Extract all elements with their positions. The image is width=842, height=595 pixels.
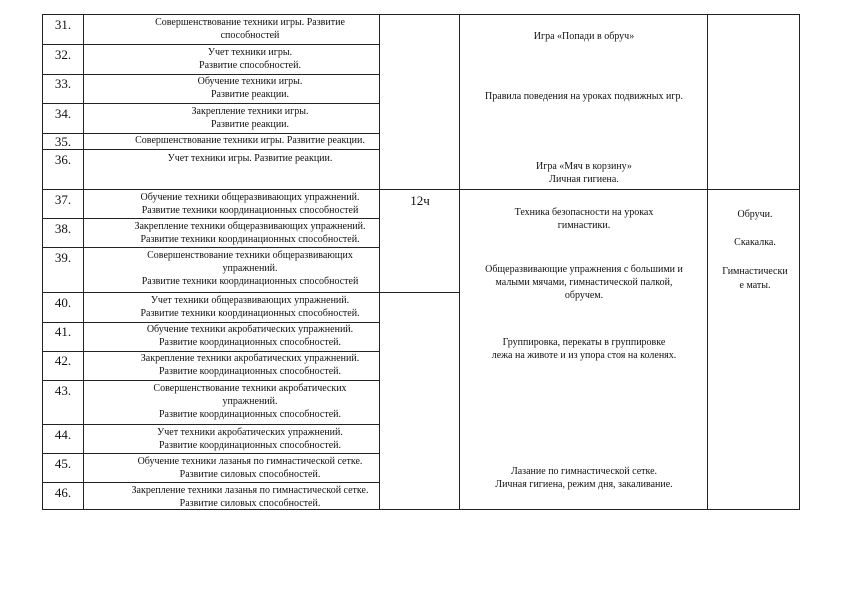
row-divider: [43, 218, 379, 219]
column-divider: [459, 15, 460, 509]
row-number: 32.: [54, 47, 72, 62]
row-number: 38.: [54, 221, 72, 236]
row-number: 44.: [54, 427, 72, 442]
row-number: 37.: [54, 192, 72, 207]
column-divider: [707, 15, 708, 509]
activity-note: Общеразвивающие упражнения с большими и малыми мячами, гимнастической палкой, обручем.: [485, 264, 683, 301]
row-divider: [43, 149, 379, 150]
lesson-topic: Закрепление техники акробатических упражнений. Развитие координационных способностей.: [140, 353, 360, 377]
activity-note: Лазание по гимнастической сетке. Личная гигиена, режим дня, закаливание.: [495, 466, 673, 490]
activity-note: Правила поведения на уроках подвижных игр.: [485, 91, 683, 102]
lesson-topic: Совершенствование техники общеразвивающих упражнений. Развитие техники координационных способностей: [141, 250, 359, 287]
hours-count: 12ч: [410, 193, 430, 208]
lesson-topic: Обучение техники акробатических упражнений. Развитие координационных способностей.: [146, 324, 354, 348]
lesson-topic: Закрепление техники лазанья по гимнастической сетке. Развитие силовых способностей.: [131, 485, 369, 509]
column-divider: [83, 15, 84, 509]
activity-note: Игра «Попади в обруч»: [533, 31, 635, 42]
section-divider: [43, 189, 799, 190]
lesson-topic: Закрепление техники общеразвивающих упражнений. Развитие техники координационных способностей.: [134, 221, 366, 245]
row-number: 34.: [54, 106, 72, 121]
lesson-topic: Закрепление техники игры. Развитие реакции.: [191, 106, 309, 130]
lesson-topic: Обучение техники общеразвивающих упражнений. Развитие техники координационных способностей: [140, 192, 360, 216]
row-divider: [43, 424, 379, 425]
lesson-topic: Учет техники общеразвивающих упражнений. Развитие техники координационных способностей.: [140, 295, 360, 319]
row-number: 43.: [54, 383, 72, 398]
lesson-topic: Учет техники игры. Развитие способностей.: [199, 47, 301, 71]
lesson-topic: Учет техники игры. Развитие реакции.: [167, 153, 333, 164]
activity-note: Группировка, перекаты в группировке лежа на животе и из упора стоя на коленях.: [491, 337, 677, 361]
row-number: 39.: [54, 250, 72, 265]
lesson-topic: Обучение техники лазанья по гимнастической сетке. Развитие силовых способностей.: [137, 456, 363, 480]
row-number: 46.: [54, 485, 72, 500]
row-divider: [43, 103, 379, 104]
lesson-topic: Учет техники акробатических упражнений. Развитие координационных способностей.: [157, 427, 343, 451]
row-divider: [43, 453, 379, 454]
activity-note: Игра «Мяч в корзину» Личная гигиена.: [536, 161, 632, 185]
equipment-item: Гимнастически е маты.: [722, 266, 788, 291]
lesson-topic: Совершенствование техники акробатических упражнений. Развитие координационных способностей.: [153, 383, 347, 420]
row-number: 33.: [54, 76, 72, 91]
row-number: 35.: [54, 134, 72, 149]
row-divider: [43, 380, 379, 381]
lesson-topic: Совершенствование техники игры. Развитие способностей: [155, 17, 345, 41]
row-number: 45.: [54, 456, 72, 471]
row-divider: [43, 292, 459, 293]
row-number: 31.: [54, 17, 72, 32]
row-number: 40.: [54, 295, 72, 310]
row-divider: [43, 482, 379, 483]
row-divider: [43, 247, 379, 248]
lesson-topic: Обучение техники игры. Развитие реакции.: [197, 76, 303, 100]
row-divider: [43, 44, 379, 45]
row-number: 41.: [54, 324, 72, 339]
row-number: 42.: [54, 353, 72, 368]
equipment-item: Скакалка.: [734, 237, 776, 248]
row-number: 36.: [54, 152, 72, 167]
lesson-topic: Совершенствование техники игры. Развитие реакции.: [135, 135, 365, 146]
lesson-plan-table: [42, 14, 800, 510]
equipment-item: Обручи.: [737, 209, 773, 220]
activity-note: Техника безопасности на уроках гимнастики.: [514, 207, 654, 231]
